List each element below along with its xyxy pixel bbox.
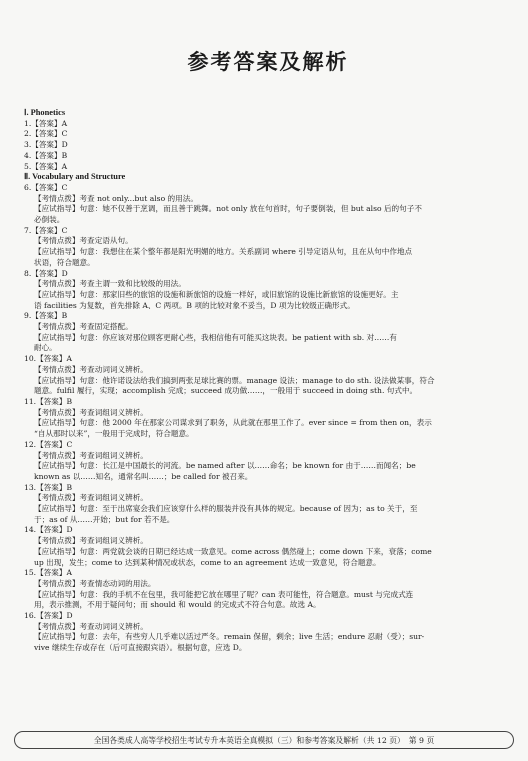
guidance-line: 必倒装。 [34,215,65,225]
guidance-line: 题意。fulfil 履行，实现；accomplish 完成；succeed 成功做……，一般用于 succeed in doing sth. 句式中。 [34,386,418,396]
answer-line [24,440,512,451]
guidance-line: 用，表示推测，不用于疑问句；而 should 和 would 的完成式不符合句意。故选 A。 [34,600,321,610]
answer-line [24,354,512,365]
answer-key: 【答案】D [31,140,68,150]
guidance-line: 耐心。 [34,343,57,353]
item-number: 15. [24,568,37,578]
exam-point: 【考情点拨】考查词组词义辨析。 [34,407,148,417]
answer-key: 【答案】B [36,482,73,492]
page-footer [14,731,514,749]
page-title: 参考答案及解析 [187,50,349,74]
answer-item [24,397,512,440]
answer-key: 【答案】D [36,525,73,535]
guidance-line: 【应试指导】句意：他 2000 年在那家公司谋求到了职务，从此就在那里工作了。ever since = from then on，表示 [34,418,432,428]
guidance-line: up 出现，发生；come to 达到某种情况或状态，come to an agreement 达成一致意见，符合题意。 [34,557,381,567]
footer-text: 全国各类成人高等学校招生考试专升本英语全真模拟（三）和参考答案及解析（共 12 页） 第 9 页 [93,735,435,745]
item-number: 10. [24,354,37,364]
section-phonetics: Ⅰ. Phonetics [24,108,66,117]
answer-line [24,183,512,194]
guidance-line: 【应试指导】句意：两党就会谈的日期已经达成一致意见。come across 偶然碰上；come down 下来，衰落；come [34,546,432,556]
exam-point: 【考情点拨】考查定语从句。 [34,236,133,246]
guidance-line: 【应试指导】句意：他许诺设法给我们搞到两张足球比赛的票。manage 设法；manage to do sth. 设法做某事，符合 [34,375,435,385]
answer-line [24,611,512,622]
exam-point: 【考情点拨】考查情态动词的用法。 [34,578,156,588]
answer-key: 【答案】B [31,150,68,160]
answer-line [24,568,512,579]
guidance-line: 【应试指导】句意：你应该对那位顾客更耐心些，我相信他有可能买这块表。be patient with sb. 对……有 [34,332,397,342]
answer-line [24,151,512,162]
answer-line [24,483,512,494]
exam-point: 【考情点拨】考查词组词义辨析。 [34,536,148,546]
answer-line [24,397,512,408]
guidance-line: 【应试指导】句意：我的手机不在包里，我可能把它放在哪里了呢？can 表可能性，符合题意。must 与完成式连 [34,589,414,599]
answer-key: 【答案】D [36,611,73,621]
item-number: 12. [24,439,37,449]
answer-line [24,129,512,140]
item-number: 4. [24,150,32,160]
answer-key: 【答案】C [31,129,68,139]
guidance-line: 【应试指导】句意：去年，有些穷人几乎难以活过严冬。remain 保留，剩余；live 生活；endure 忍耐（受）；sur- [34,632,425,642]
guidance-line: 【应试指导】句意：我想住在某个整年都是阳光明媚的地方。关系副词 where 引导定语从句，且在从句中作地点 [34,247,413,257]
exam-point: 【考情点拨】考查动词词义辨析。 [34,621,148,631]
item-number: 7. [24,225,32,235]
guidance-line: 于；as of 从……开始；but for 若不是。 [34,514,175,524]
answer-item [24,140,512,151]
item-number: 13. [24,482,37,492]
exam-point: 【考情点拨】考查词组词义辨析。 [34,450,148,460]
guidance-line: 【应试指导】句意：至于出席宴会我们应该穿什么样的服装并没有具体的规定。because of 因为；as to 关于，至 [34,504,418,514]
answer-item [24,162,512,173]
answer-item [24,311,512,354]
guidance-line: known as 以……知名，通常名叫……；be called for 被召来。 [34,471,253,481]
answer-line [24,162,512,173]
answer-item [24,269,512,312]
answer-key: 【答案】A [36,568,72,578]
answer-item [24,568,512,611]
answer-content [24,108,512,654]
answer-item [24,525,512,568]
item-number: 2. [24,129,32,139]
item-number: 14. [24,525,37,535]
item-number: 3. [24,140,32,150]
guidance-line: 状语，符合题意。 [34,257,95,267]
answer-line [24,525,512,536]
exam-point: 【考情点拨】考查动词词义辨析。 [34,364,148,374]
item-number: 5. [24,161,32,171]
answer-key: 【答案】C [31,225,68,235]
answer-item [24,226,512,269]
answer-item [24,183,512,226]
exam-point: 【考情点拨】考查词组词义辨析。 [34,493,148,503]
answer-line [24,311,512,322]
item-number: 6. [24,182,32,192]
answer-key: 【答案】A [31,118,68,128]
answer-item [24,354,512,397]
guidance-line: “自从那时以来”，一般用于完成时，符合题意。 [34,429,194,439]
answer-key: 【答案】A [31,161,68,171]
answer-key: 【答案】B [36,396,73,406]
guidance-line: vive 继续生存或存在（后可直接跟宾语）。根据句意，应选 D。 [34,643,247,653]
answer-key: 【答案】C [36,439,73,449]
guidance-line: 【应试指导】句意：她不仅善于烹调，而且善于跳舞。not only 放在句首时，句子要倒装，但 but also 后的句子不 [34,204,422,214]
section-vocab: Ⅱ. Vocabulary and Structure [24,172,126,182]
phonetics-items [24,119,512,173]
answer-item [24,151,512,162]
answer-item [24,440,512,483]
answer-line [24,269,512,280]
answer-line [24,140,512,151]
answer-key: 【答案】A [36,354,72,364]
answer-key: 【答案】C [31,182,68,192]
exam-point: 【考情点拨】考查固定搭配。 [34,322,133,332]
guidance-line: 【应试指导】句意：长江是中国最长的河流。be named after 以……命名；be known for 由于……而闻名；be [34,461,416,471]
item-number: 9. [24,311,32,321]
answer-key: 【答案】D [31,268,68,278]
item-number: 11. [24,396,37,406]
answer-item [24,483,512,526]
exam-point: 【考情点拨】考查 not only...but also 的用法。 [34,193,198,203]
vocab-items [24,183,512,654]
answer-item [24,119,512,130]
answer-item [24,611,512,654]
answer-line [24,226,512,237]
exam-point: 【考情点拨】考查主谓一致和比较级的用法。 [34,279,186,289]
guidance-line: 语 facilities 为复数，首先排除 A、C 两项。B 项的比较对象不妥当，D 项为比较级正确形式。 [34,300,355,310]
answer-item [24,129,512,140]
item-number: 8. [24,268,32,278]
answer-line [24,119,512,130]
item-number: 16. [24,611,37,621]
answer-key: 【答案】B [31,311,68,321]
item-number: 1. [24,118,32,128]
guidance-line: 【应试指导】句意：那家旧些的旅馆的设施和新旅馆的设施一样好，或旧旅馆的设施比新旅馆的设施更好。主 [34,289,399,299]
